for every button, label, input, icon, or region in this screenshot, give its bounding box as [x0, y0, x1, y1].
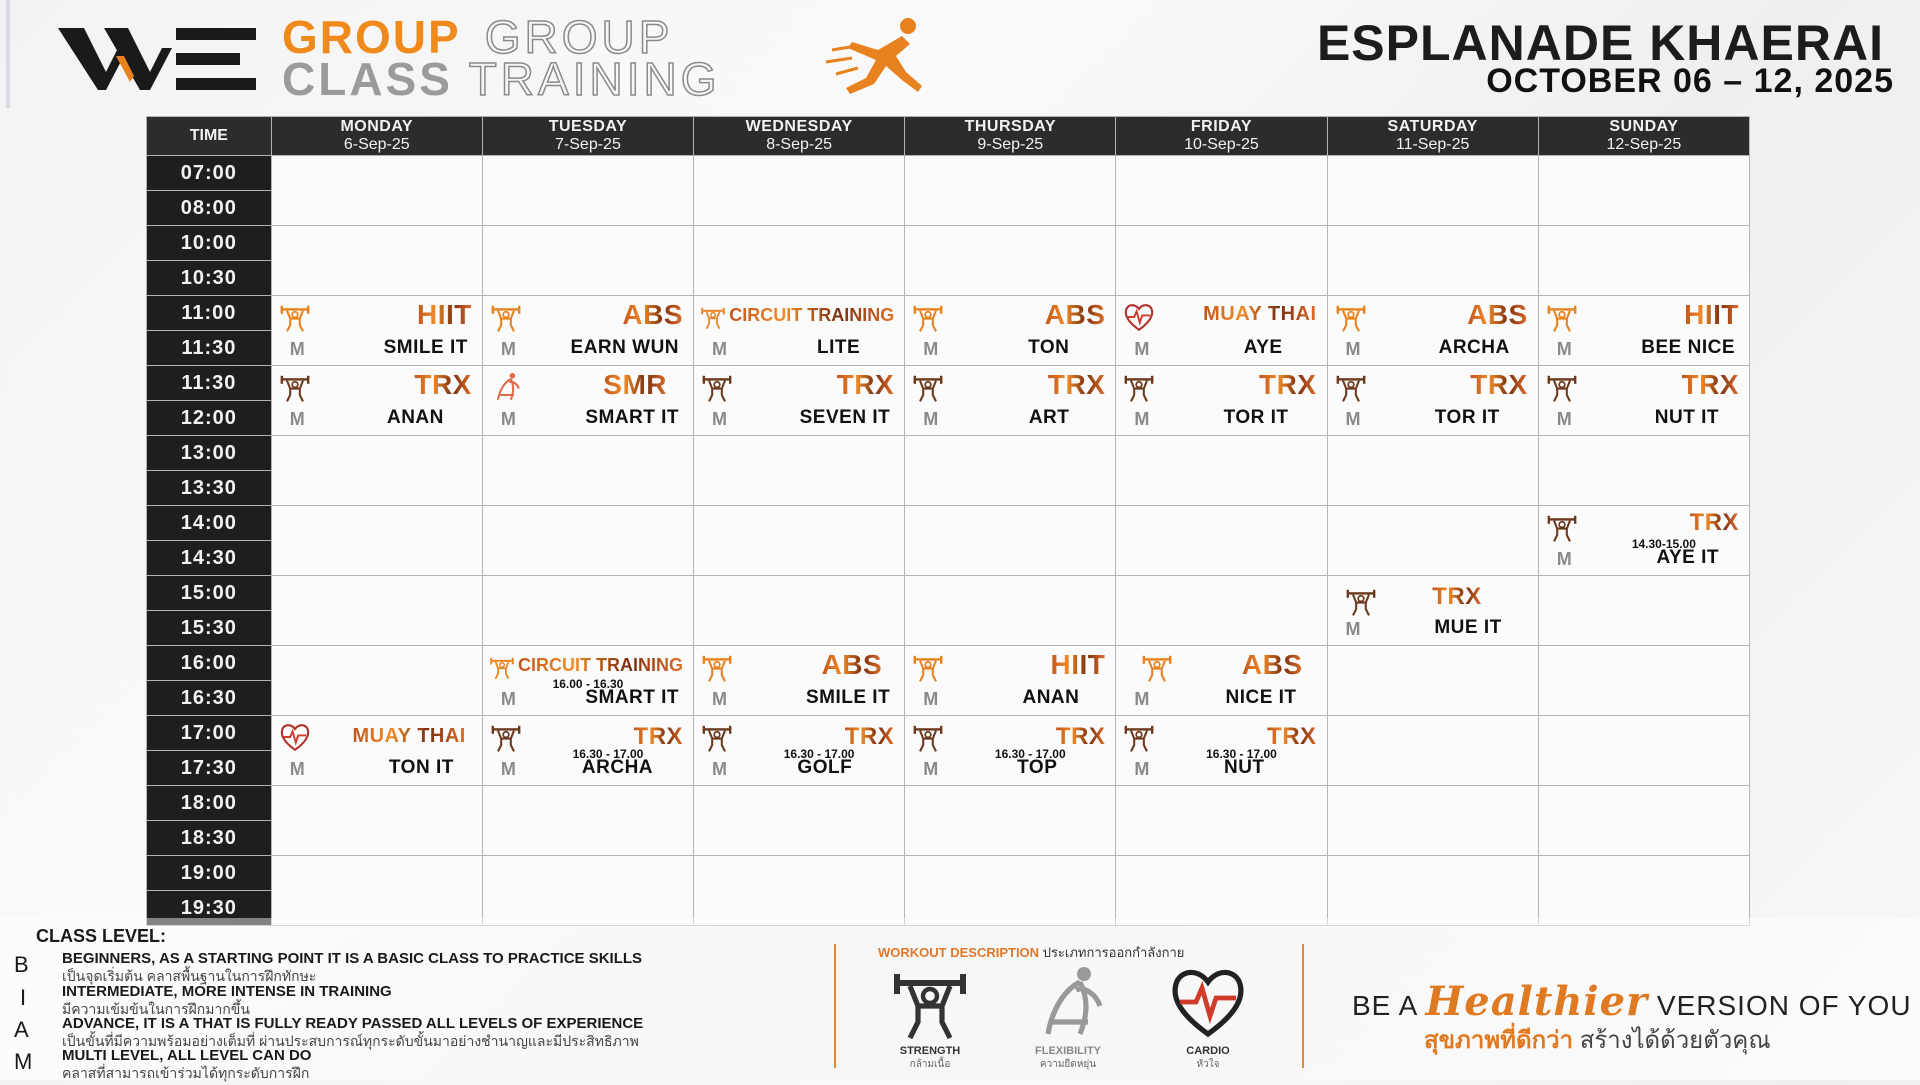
empty-slot [482, 156, 693, 226]
tagline-thai-rest: สร้างได้ด้วยตัวคุณ [1573, 1027, 1771, 1054]
empty-slot [694, 856, 905, 926]
day-name: SUNDAY [1609, 118, 1679, 135]
tagline-thai [1424, 1020, 1771, 1059]
class-name: TRX [1681, 368, 1739, 400]
empty-slot [1327, 646, 1538, 716]
empty-slot [482, 436, 693, 506]
day-header-wednesday [694, 117, 905, 156]
class-name: MUAY THAI [1203, 302, 1317, 325]
class-slot[interactable] [271, 366, 482, 436]
class-level: M [1134, 408, 1150, 429]
level-letter: A [14, 1017, 29, 1042]
level-description: ADVANCE, IT IS A THAT IS FULLY READY PASSED ALL LEVELS OF EXPERIENCE [62, 1015, 644, 1032]
trainer-name: TOR IT [1434, 406, 1500, 428]
level-description: BEGINNERS, AS A STARTING POINT IT IS A BASIC CLASS TO PRACTICE SKILLS [62, 950, 643, 967]
empty-slot [271, 156, 482, 226]
class-name: TRX [1259, 368, 1317, 400]
day-header-friday [1116, 117, 1327, 156]
workout-label-thai: หัวใจ [1196, 1059, 1220, 1070]
empty-slot [1327, 716, 1538, 786]
class-slot[interactable] [482, 366, 693, 436]
class-slot[interactable] [1116, 366, 1327, 436]
class-name: TRX [1267, 722, 1317, 750]
cardio-icon [1122, 301, 1156, 333]
time-cell: 16:30 [147, 681, 272, 716]
trainer-name: SMILE IT [805, 686, 891, 708]
day-name: WEDNESDAY [745, 118, 853, 135]
left-accent-stripe [6, 0, 10, 108]
class-level: M [500, 338, 516, 359]
class-level: M [923, 408, 939, 429]
class-level: M [923, 758, 939, 779]
class-level: M [500, 408, 516, 429]
table-row [147, 156, 1750, 191]
time-cell: 15:00 [147, 576, 272, 611]
strength-icon [1344, 585, 1378, 617]
trainer-name: ARCHA [581, 756, 654, 778]
empty-slot [271, 226, 482, 296]
class-level: M [712, 758, 728, 779]
trainer-name: NUT [1223, 756, 1265, 778]
empty-slot [482, 506, 693, 576]
empty-slot [1327, 856, 1538, 926]
table-row [147, 436, 1750, 471]
trainer-name: EARN WUN [570, 336, 680, 358]
strength-icon [489, 301, 523, 333]
time-cell: 13:30 [147, 471, 272, 506]
class-level-title: CLASS LEVEL: [36, 926, 167, 946]
time-cell: 17:30 [147, 751, 272, 786]
table-row [147, 646, 1750, 681]
class-level: M [712, 338, 728, 359]
level-description: INTERMEDIATE, MORE INTENSE IN TRAINING [62, 983, 392, 1000]
class-slot[interactable] [694, 366, 905, 436]
trainer-name: SMART IT [585, 406, 680, 428]
tagline-part: BE A [1352, 990, 1417, 1021]
level-description-thai: เป็นขั้นที่มีความพร้อมอย่างเต็มที่ ผ่านประสบการณ์ทุกระดับขั้นมาอย่างชำนาญและมีประสิทธิภาพ [62, 1033, 639, 1049]
title-training-word: TRAINING [468, 53, 721, 105]
class-slot[interactable] [482, 716, 693, 786]
strength-icon [887, 962, 973, 1042]
class-name: ABS [622, 298, 684, 330]
class-slot[interactable] [482, 646, 693, 716]
class-slot[interactable] [1116, 646, 1327, 716]
trainer-name: NUT IT [1654, 406, 1719, 428]
day-header-thursday [905, 117, 1116, 156]
class-slot[interactable] [271, 296, 482, 366]
time-cell: 12:00 [147, 401, 272, 436]
venue-name: ESPLANADE KHAERAI [1316, 15, 1884, 71]
workout-description-title [878, 942, 1184, 963]
workout-label: STRENGTH [899, 1045, 961, 1057]
empty-slot [1538, 156, 1749, 226]
strength-icon [700, 301, 726, 333]
empty-slot [1538, 856, 1749, 926]
tagline-thai-highlight: สุขภาพที่ดีกว่า [1424, 1027, 1574, 1054]
day-date: 7-Sep-25 [555, 136, 621, 153]
class-time-range: 14.30-15.00 [1631, 536, 1696, 551]
empty-slot [482, 856, 693, 926]
strength-icon [1334, 371, 1368, 403]
class-name: TRX [844, 722, 895, 750]
tagline-highlight: Healthier [1425, 978, 1649, 1025]
strength-icon [1545, 511, 1579, 543]
level-description-thai: มีความเข้มข้นในการฝึกมากขึ้น [62, 1001, 250, 1017]
time-cell: 11:30 [147, 366, 272, 401]
class-level: M [1134, 338, 1150, 359]
class-level: M [712, 408, 728, 429]
time-cell: 07:00 [147, 156, 272, 191]
day-date: 8-Sep-25 [766, 136, 833, 153]
empty-slot [1116, 576, 1327, 646]
trainer-name: NICE IT [1225, 686, 1297, 708]
class-slot[interactable] [1327, 296, 1538, 366]
class-slot[interactable] [482, 296, 693, 366]
class-level: M [500, 758, 516, 779]
level-letter: B [14, 952, 29, 977]
time-cell: 18:30 [147, 821, 272, 856]
empty-slot [905, 856, 1116, 926]
trainer-name: TOR IT [1223, 406, 1289, 428]
class-name: TRX [836, 368, 895, 400]
class-level: M [1556, 408, 1572, 429]
time-cell: 19:30 [147, 891, 272, 926]
class-slot[interactable] [1116, 296, 1327, 366]
class-level: M [289, 758, 305, 779]
empty-slot [694, 506, 905, 576]
class-name: TRX [1689, 508, 1739, 536]
empty-slot [1327, 786, 1538, 856]
empty-slot [271, 646, 482, 716]
class-level: M [1134, 758, 1150, 779]
empty-slot [271, 506, 482, 576]
class-time-range: 16.30 - 17.00 [994, 746, 1066, 761]
class-slot[interactable] [694, 716, 905, 786]
class-name: TRX [1055, 722, 1106, 750]
tagline-part: VERSION OF YOU [1656, 990, 1912, 1021]
table-row [147, 786, 1750, 821]
class-slot[interactable] [1116, 716, 1327, 786]
trainer-name: ART [1028, 406, 1070, 428]
time-cell: 13:00 [147, 436, 272, 471]
class-name: TRX [414, 368, 472, 400]
empty-slot [905, 786, 1116, 856]
class-slot[interactable] [271, 716, 482, 786]
time-cell: 11:30 [147, 331, 272, 366]
footer-divider [1302, 944, 1304, 1068]
trainer-name: GOLF [797, 756, 853, 778]
class-level: M [712, 688, 728, 709]
strength-icon [1334, 301, 1368, 333]
workout-title-thai: ประเภทการออกกำลังกาย [1042, 945, 1185, 960]
class-time-range: 16.30 - 17.00 [572, 746, 644, 761]
class-level: M [1345, 338, 1361, 359]
class-time-range: 16.00 - 16.30 [552, 676, 624, 691]
class-name: ABS [1467, 298, 1528, 330]
class-level: M [1134, 688, 1150, 709]
empty-slot [1116, 156, 1327, 226]
class-slot[interactable] [694, 296, 905, 366]
empty-slot [1116, 436, 1327, 506]
empty-slot [482, 786, 693, 856]
flexibility-icon [489, 371, 523, 403]
class-name: ABS [1241, 648, 1303, 680]
class-name: ABS [1044, 298, 1106, 330]
class-level: M [923, 338, 939, 359]
empty-slot [1116, 506, 1327, 576]
trainer-name: SMILE IT [383, 336, 468, 358]
workout-label-thai: กล้ามเนื้อ [909, 1059, 951, 1070]
table-row [147, 366, 1750, 401]
class-name: TRX [633, 722, 684, 750]
class-slot[interactable] [1538, 366, 1749, 436]
time-cell: 18:00 [147, 786, 272, 821]
strength-icon [700, 651, 734, 683]
empty-slot [905, 156, 1116, 226]
class-slot[interactable] [1538, 506, 1749, 576]
class-name: TRX [1047, 368, 1106, 400]
date-range: OCTOBER 06 – 12, 2025 [1486, 62, 1894, 100]
trainer-name: SEVEN IT [799, 406, 891, 428]
flexibility-icon [1025, 962, 1111, 1042]
table-row [147, 226, 1750, 261]
class-level: M [1345, 618, 1361, 639]
cardio-icon [1165, 962, 1251, 1042]
empty-slot [1116, 856, 1327, 926]
empty-slot [694, 786, 905, 856]
title-group-word: GROUP [282, 11, 461, 63]
class-name: ABS [821, 648, 883, 680]
class-level: M [1556, 548, 1572, 569]
empty-slot [271, 856, 482, 926]
class-slot[interactable] [1538, 296, 1749, 366]
empty-slot [482, 226, 693, 296]
level-description-thai: เป็นจุดเริ่มต้น คลาสพื้นฐานในการฝึกทักษะ [62, 968, 317, 984]
level-description: MULTI LEVEL, ALL LEVEL CAN DO [62, 1047, 312, 1064]
day-name: FRIDAY [1190, 118, 1252, 135]
time-cell: 19:00 [147, 856, 272, 891]
time-cell: 10:00 [147, 226, 272, 261]
class-name: HIIT [416, 298, 472, 330]
empty-slot [1538, 716, 1749, 786]
day-date: 11-Sep-25 [1395, 136, 1470, 153]
level-description-thai: คลาสที่สามารถเข้าร่วมได้ทุกระดับการฝึก [62, 1065, 310, 1081]
strength-icon [1545, 371, 1579, 403]
workout-label-thai: ความยืดหยุ่น [1039, 1059, 1097, 1070]
empty-slot [905, 506, 1116, 576]
class-level: M [1556, 338, 1572, 359]
empty-slot [694, 576, 905, 646]
day-name: THURSDAY [964, 118, 1056, 135]
strength-icon [911, 301, 945, 333]
day-date: 9-Sep-25 [977, 136, 1044, 153]
day-date: 12-Sep-25 [1606, 136, 1682, 153]
strength-icon [700, 721, 734, 753]
strength-icon [911, 721, 945, 753]
level-letter: M [14, 1049, 33, 1074]
trainer-name: ANAN [386, 406, 444, 428]
empty-slot [1116, 226, 1327, 296]
trainer-name: BEE NICE [1641, 336, 1735, 358]
workout-label: FLEXIBILITY [1035, 1045, 1101, 1057]
workout-cardio [1148, 962, 1268, 1072]
empty-slot [271, 436, 482, 506]
class-name: TRX [1470, 368, 1528, 400]
table-row [147, 856, 1750, 891]
day-header-tuesday [482, 117, 693, 156]
trainer-name: AYE IT [1656, 546, 1719, 568]
time-cell: 10:30 [147, 261, 272, 296]
group-class-training-title [282, 11, 721, 105]
empty-slot [694, 156, 905, 226]
class-name: HIIT [1684, 298, 1739, 330]
trainer-name: ANAN [1022, 686, 1080, 708]
class-level: M [289, 338, 305, 359]
time-cell: 11:00 [147, 296, 272, 331]
class-name: CIRCUIT TRAINING [518, 654, 684, 675]
table-row [147, 506, 1750, 541]
empty-slot [1538, 576, 1749, 646]
day-header-monday [271, 117, 482, 156]
trainer-name: TOP [1017, 756, 1058, 778]
class-name: MUAY THAI [352, 724, 466, 747]
trainer-name: SMART IT [585, 686, 680, 708]
class-name: SMR [603, 368, 668, 400]
time-cell: 08:00 [147, 191, 272, 226]
empty-slot [1327, 436, 1538, 506]
empty-slot [1327, 506, 1538, 576]
time-cell: 16:00 [147, 646, 272, 681]
trainer-name: TON [1028, 336, 1070, 358]
day-date: 10-Sep-25 [1184, 136, 1259, 153]
title-group-ghost-word: GROUP [484, 11, 674, 63]
header-row [147, 117, 1750, 156]
strength-icon [911, 371, 945, 403]
footer-divider [834, 944, 836, 1068]
class-time-range: 16.30 - 17.00 [783, 746, 855, 761]
day-header-sunday [1538, 117, 1749, 156]
time-cell: 15:30 [147, 611, 272, 646]
class-level: M [500, 688, 516, 709]
workout-strength [870, 962, 990, 1072]
trainer-name: TON IT [388, 756, 454, 778]
empty-slot [1538, 786, 1749, 856]
class-slot[interactable] [905, 296, 1116, 366]
class-slot[interactable] [905, 646, 1116, 716]
cardio-icon [278, 721, 312, 753]
class-slot[interactable] [1327, 576, 1538, 646]
empty-slot [1538, 436, 1749, 506]
day-date: 6-Sep-25 [343, 136, 410, 153]
class-level: M [289, 408, 305, 429]
workout-title-en: WORKOUT DESCRIPTION [878, 945, 1040, 960]
time-cell: 14:00 [147, 506, 272, 541]
strength-icon [1122, 371, 1156, 403]
strength-icon [1122, 721, 1156, 753]
table-row [147, 576, 1750, 611]
trainer-name: ARCHA [1438, 336, 1510, 358]
class-name: TRX [1432, 582, 1482, 610]
strength-icon [278, 371, 312, 403]
class-slot[interactable] [1327, 366, 1538, 436]
class-slot[interactable] [905, 716, 1116, 786]
tagline-english [1352, 978, 1912, 1025]
level-letter: I [20, 985, 27, 1010]
class-level: M [923, 688, 939, 709]
empty-slot [1327, 156, 1538, 226]
empty-slot [1116, 786, 1327, 856]
title-class-word: CLASS [282, 53, 453, 105]
day-header-saturday [1327, 117, 1538, 156]
empty-slot [694, 436, 905, 506]
strength-icon [1140, 651, 1174, 683]
runner-icon [822, 16, 932, 96]
we-logo-icon [58, 20, 258, 90]
strength-icon [278, 301, 312, 333]
class-slot[interactable] [694, 646, 905, 716]
day-name: TUESDAY [548, 118, 628, 135]
empty-slot [1538, 646, 1749, 716]
empty-slot [905, 226, 1116, 296]
class-slot[interactable] [905, 366, 1116, 436]
empty-slot [271, 786, 482, 856]
class-name: CIRCUIT TRAINING [729, 304, 895, 325]
empty-slot [694, 226, 905, 296]
strength-icon [700, 371, 734, 403]
strength-icon [489, 721, 523, 753]
workout-label: CARDIO [1186, 1045, 1230, 1057]
trainer-name: AYE [1243, 336, 1283, 358]
empty-slot [1538, 226, 1749, 296]
class-schedule-table [146, 116, 1750, 926]
workout-flexibility [1008, 962, 1128, 1072]
empty-slot [482, 576, 693, 646]
trainer-name: LITE [817, 336, 861, 358]
strength-icon [1545, 301, 1579, 333]
class-time-range: 16.30 - 17.00 [1206, 746, 1277, 761]
empty-slot [905, 436, 1116, 506]
class-name: HIIT [1050, 648, 1106, 680]
day-name: MONDAY [340, 118, 414, 135]
strength-icon [911, 651, 945, 683]
time-column-header: TIME [147, 117, 272, 156]
table-row [147, 296, 1750, 331]
empty-slot [271, 576, 482, 646]
table-row [147, 716, 1750, 751]
time-cell: 17:00 [147, 716, 272, 751]
empty-slot [1327, 226, 1538, 296]
class-level: M [1345, 408, 1361, 429]
time-cell: 14:30 [147, 541, 272, 576]
empty-slot [905, 576, 1116, 646]
trainer-name: MUE IT [1434, 616, 1502, 638]
day-name: SATURDAY [1387, 118, 1478, 135]
